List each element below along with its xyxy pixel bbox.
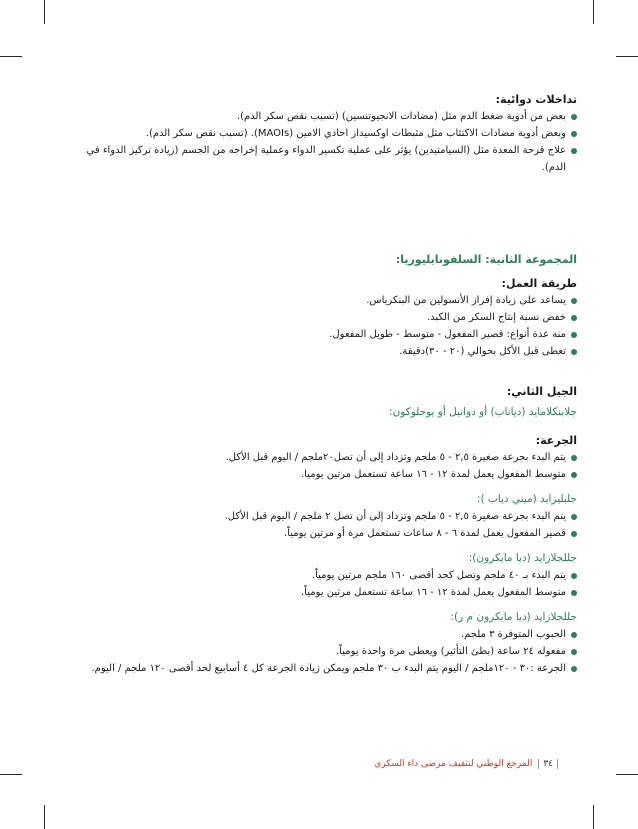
bullet-icon: [571, 298, 577, 304]
gliclazide-mr-list: [80, 626, 577, 677]
list-item: [80, 643, 577, 660]
bullet-icon: [571, 590, 577, 596]
list-item-text: منه عدة أنواع: قصير المفعول - متوسط - طويل المفعول.: [329, 329, 566, 340]
dose-heading: الجرعة:: [535, 434, 577, 447]
list-item-text: يساعد على زيادة إفراز الأنسولين من البنكرياس.: [366, 295, 566, 306]
list-item: [80, 626, 577, 643]
crop-mark: [593, 0, 594, 24]
glibenclamide-heading: جلابنكلامايد (دياناب) أو دوانيل أو يوجلوكون:: [389, 406, 577, 418]
bullet-icon: [571, 632, 577, 638]
list-item: [80, 525, 577, 542]
list-item: [80, 567, 577, 584]
list-item-text: الحبوب المتوفرة ٣ ملجم.: [460, 629, 566, 640]
list-item: [80, 466, 577, 483]
bullet-icon: [571, 649, 577, 655]
gliclazide-list: [80, 567, 577, 601]
list-item: [80, 584, 577, 601]
glibenclamide-list: [80, 449, 577, 483]
list-item: [80, 326, 577, 343]
list-item-text: قصير المفعول يعمل لمدة ٦ - ٨ ساعات تستعمل مرة أو مرتين يومياً.: [283, 528, 566, 539]
list-item: [80, 449, 577, 466]
list-item-text: بعض من أدوية ضغط الدم مثل (مضادات الانجيوتنسين) (تسبب نقص سكر الدم).: [236, 111, 566, 122]
method-heading: طريقة العمل:: [501, 277, 577, 290]
list-item-text: خفض نسبة إنتاج السكر من الكبد.: [426, 312, 566, 323]
group2-heading: المجموعة الثانية: السلفونايليوريا:: [395, 253, 577, 266]
gliclazide-mr-heading: جللجلازايد (ديا مايكرون م ر):: [450, 611, 577, 623]
crop-mark: [616, 56, 638, 57]
list-item: [80, 343, 577, 360]
bullet-icon: [571, 315, 577, 321]
crop-mark: [0, 56, 22, 57]
crop-mark: [0, 774, 22, 775]
bullet-icon: [571, 666, 577, 672]
list-item-text: يتم البدء بجرعة صغيرة ٢,٥ - ٥ ملجم وتزداد إلى أن تصل٢٠ملجم / اليوم قبل الأكل.: [225, 452, 566, 463]
glipizide-heading: جلبليزايد (ميني دياب ):: [476, 493, 577, 505]
page-number: ٣٤: [538, 759, 558, 769]
list-item-text: تعطى قبل الأكل بحوالي (٢٠ - ٣٠)دقيقة.: [399, 346, 566, 357]
footer-title: المرجع الوطني لتثقيف مرضى داء السكري: [374, 759, 533, 769]
bullet-icon: [571, 332, 577, 338]
glipizide-list: [80, 508, 577, 542]
bullet-icon: [571, 114, 577, 120]
interactions-list: [80, 108, 577, 176]
list-item: [80, 309, 577, 326]
list-item-text: يتم البدء بـ ٤٠ ملجم وتصل كحد أقصى ١٦٠ ملجم مرتين يومياً.: [311, 570, 566, 581]
list-item: [80, 142, 577, 176]
crop-mark: [593, 805, 594, 829]
list-item: [80, 508, 577, 525]
method-list: [80, 292, 577, 360]
bullet-icon: [571, 514, 577, 520]
bullet-icon: [571, 531, 577, 537]
list-item-text: متوسط المفعول يعمل لمدة ١٢ - ١٦ ساعة تستعمل مرتين يومياً.: [300, 587, 566, 598]
generation-heading: الجيل الثاني:: [506, 385, 577, 398]
list-item-text: متوسط المفعول يعمل لمدة ١٢ - ١٦ ساعة تستعمل مرتين يوميا.: [300, 469, 566, 480]
list-item: [80, 108, 577, 125]
bullet-icon: [571, 131, 577, 137]
crop-mark: [616, 774, 638, 775]
list-item-text: مفعوله ٢٤ ساعة (بطئ التأثير) ويعطى مرة واحدة يومياً.: [335, 646, 566, 657]
bullet-icon: [571, 472, 577, 478]
crop-mark: [44, 805, 45, 829]
list-item-text: الجرعة :٣٠ - ١٢٠ملجم / اليوم يتم البدء ب ٣٠ ملجم ويمكن زيادة الجرعة كل ٤ أسابيع لحد أقصى ١٢٠ ملجم / اليوم.: [91, 663, 566, 674]
page-footer: [374, 759, 558, 769]
list-item: [80, 660, 577, 677]
list-item: [80, 125, 577, 142]
bullet-icon: [571, 148, 577, 154]
document-body: [80, 92, 577, 677]
list-item-text: وبعض أدوية مضادات الاكتئاب مثل مثبطات اوكسيداز احادي الامين (MAOIs). (تسبب نقص سكر الدم).: [145, 128, 566, 139]
bullet-icon: [571, 573, 577, 579]
interactions-heading: تداخلات دوائية:: [495, 93, 577, 106]
bullet-icon: [571, 349, 577, 355]
gliclazide-heading: جللجلازايد (ديا مايكرون):: [468, 552, 577, 564]
crop-mark: [44, 0, 45, 24]
list-item-text: علاج قرحة المعدة مثل (السيامتيدين) يؤثر على عملية تكسير الدواء وعملية إخراجه من الجسم (زيادة تركيز الدواء في الدم).: [86, 145, 566, 173]
list-item-text: يتم البدء بجرعة صغيرة ٢,٥ - ٥ ملجم وتزداد إلى أن تصل ٢ ملجم / اليوم قبل الأكل.: [224, 511, 566, 522]
list-item: [80, 292, 577, 309]
bullet-icon: [571, 455, 577, 461]
